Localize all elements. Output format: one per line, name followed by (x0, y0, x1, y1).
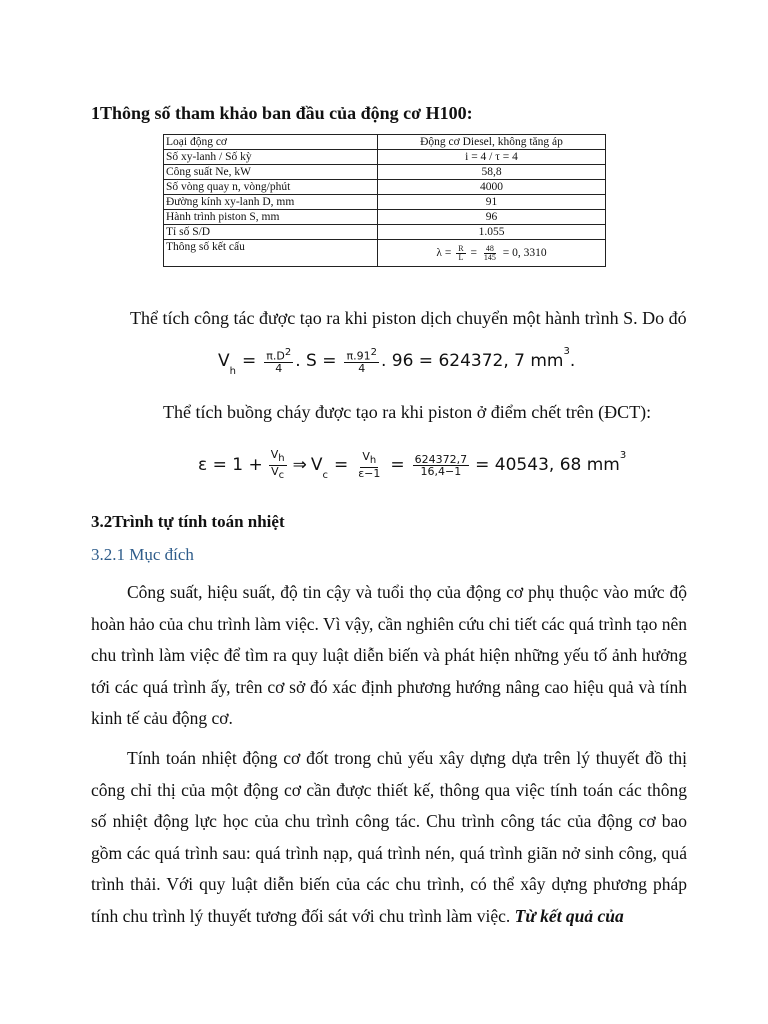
fraction-denominator: 145 (483, 252, 496, 262)
formula-result: . 96 = 624372, 7 mm (380, 351, 564, 371)
emphasis-text: Từ kết quả của (514, 905, 624, 926)
subscript-h: h (369, 455, 377, 467)
fraction-numerator: π.91 (346, 349, 371, 363)
table-cell-value: 96 (378, 210, 606, 225)
table-cell-value: 1.055 (378, 225, 606, 240)
subsection-heading: 3.2.1 Mục đích (91, 545, 194, 564)
table-row (164, 195, 606, 210)
formula-mid: . S = (295, 351, 337, 371)
symbol-v: V (271, 464, 279, 478)
table-cell-label: Loại động cơ (164, 135, 378, 150)
body-paragraph-2 (91, 743, 687, 932)
formula-epsilon (198, 440, 626, 490)
fraction-denominator: 16,4−1 (420, 464, 462, 478)
formula-result: = 40543, 68 mm (475, 455, 620, 475)
fraction-48-145 (482, 245, 498, 262)
subscript-c: c (322, 469, 328, 481)
paragraph-volume: Thể tích công tác được tạo ra khi piston dịch chuyển một hành trình S. Do đó (130, 308, 687, 328)
table-row (164, 240, 606, 267)
paragraph-combustion: Thể tích buồng cháy được tạo ra khi piston ở điểm chết trên (ĐCT): (163, 402, 652, 422)
subscript-h: h (229, 365, 236, 377)
subscript-h: h (278, 453, 285, 465)
table-row (164, 135, 606, 150)
fraction-denominator: L (458, 252, 464, 262)
fraction-numerator: 48 (485, 243, 494, 253)
table-cell-value: 91 (378, 195, 606, 210)
section-heading-3-2: 3.2Trình tự tính toán nhiệt (91, 512, 285, 531)
table-row (164, 180, 606, 195)
fraction-r-l (456, 245, 465, 262)
implies-arrow: ⇒ (292, 455, 307, 475)
table-row (164, 225, 606, 240)
equals-sign: = (470, 246, 477, 259)
table-row (164, 165, 606, 180)
symbol-v: V (362, 450, 370, 464)
table-cell-label: Công suất Ne, kW (164, 165, 378, 180)
formula-vh (218, 338, 575, 384)
fraction-numeric (413, 454, 470, 477)
fraction-vh-eps (356, 451, 382, 478)
fraction-numerator: π.D (266, 349, 285, 363)
fraction-pi-d2 (264, 348, 293, 374)
unit-superscript: 3 (619, 449, 627, 461)
table-cell-label: Số xy-lanh / Số kỳ (164, 150, 378, 165)
table-cell-label: Số vòng quay n, vòng/phút (164, 180, 378, 195)
table-cell-label: Tỉ số S/D (164, 225, 378, 240)
fraction-numerator: R (458, 243, 464, 253)
fraction-pi-91 (344, 348, 379, 374)
symbol-v: V (218, 351, 230, 371)
body-paragraph-2-text: Tính toán nhiệt động cơ đốt trong chủ yếu xây dựng dựa trên lý thuyết đồ thị công chỉ thị của một động cơ cần được thiết kế, thông qua việc tính toán các thông số nhiệt động lực học của chu trình công tác. Chu trình công tác của động cơ bao gồm các quá trình sau: quá trình nạp, quá trình nén, quá trình giãn nở sinh công, quá trình thải. Với quy luật diễn biến của các chu trình, có thể xây dựng phương pháp tính chu trình lý thuyết tương đối sát với chu trình làm việc. (91, 748, 687, 926)
table-cell-value: 4000 (378, 180, 606, 195)
lambda-lhs: λ = (436, 246, 452, 259)
table-cell-value: Động cơ Diesel, không tăng áp (378, 135, 606, 150)
table-cell-value: 58,8 (378, 165, 606, 180)
table-cell-label: Thông số kết cấu (164, 240, 378, 267)
equals-sign: = (333, 455, 349, 475)
fraction-denominator: 4 (358, 361, 366, 375)
table-cell-label: Hành trình piston S, mm (164, 210, 378, 225)
table-cell-label: Đường kính xy-lanh D, mm (164, 195, 378, 210)
equals-sign: = (241, 351, 257, 371)
subscript-c: c (278, 469, 285, 481)
lambda-value: = 0, 3310 (502, 246, 547, 259)
equals-sign: = (390, 455, 405, 475)
section-heading: 1Thông số tham khảo ban đầu của động cơ H100: (91, 103, 473, 123)
fraction-vh-vc (269, 449, 287, 480)
superscript: 2 (370, 347, 377, 359)
table-row (164, 150, 606, 165)
engine-spec-table (163, 134, 606, 267)
symbol-v: V (270, 448, 279, 462)
fraction-denominator: 4 (275, 361, 283, 375)
table-row (164, 210, 606, 225)
fraction-denominator: ε−1 (358, 466, 381, 480)
body-paragraph-1: Công suất, hiệu suất, độ tin cậy và tuổi thọ của động cơ phụ thuộc vào mức độ hoàn hảo của chu trình làm việc. Vì vậy, cần nghiên cứu chi tiết các quá trình tạo nên chu trình làm việc để tìm ra quy luật diễn biến và phát hiện những yếu tố ảnh hưởng tới các quá trình ấy, trên cơ sở đó xác định phương hướng nâng cao hiệu quả và tính kinh tế cảu động cơ. (91, 582, 688, 728)
unit-superscript: 3 (563, 345, 570, 357)
epsilon-start: ε = 1 + (198, 455, 263, 475)
fraction-numerator: 624372,7 (414, 452, 468, 466)
symbol-v: V (310, 455, 323, 475)
table-cell-value: i = 4 / τ = 4 (378, 150, 606, 165)
lambda-formula (378, 240, 606, 267)
period: . (569, 351, 576, 371)
superscript: 2 (284, 347, 292, 359)
